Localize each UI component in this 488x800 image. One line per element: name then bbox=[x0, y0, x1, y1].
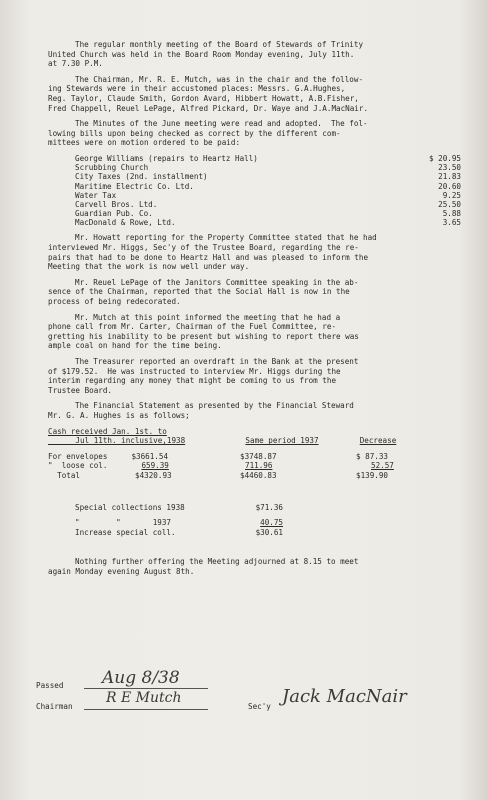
bill-description: Water Tax bbox=[75, 190, 117, 200]
header-cash-received: Cash received Jan. 1st. to Jul 11th. inclusive,1938 bbox=[48, 426, 186, 446]
current-value: $4320.93 bbox=[135, 470, 172, 480]
table-row bbox=[48, 461, 418, 471]
special-value: 40.75 bbox=[260, 518, 283, 528]
special-row bbox=[75, 518, 466, 528]
attendance-paragraph: The Chairman, Mr. R. E. Mutch, was in the chair and the follow- ing Stewards were in their accustomed places: Messrs. G.A.Hughes, Reg. Taylor, Claude Smith, Gordon Avard, Hibbert Howatt, A.B.Fisher, Fred Chappell, Reuel LePage, Alfred Pickard, Dr. Waye and J.A.MacNair. bbox=[48, 74, 369, 113]
secy-label: Sec'y bbox=[248, 702, 271, 711]
bill-row bbox=[75, 191, 461, 200]
current-value: $3661.54 bbox=[131, 451, 169, 461]
bill-description: Carvell Bros. Ltd. bbox=[75, 199, 158, 209]
row-label: For envelopes bbox=[48, 451, 108, 461]
bill-row bbox=[75, 182, 461, 191]
minutes-document bbox=[48, 40, 466, 582]
table-row-total bbox=[48, 471, 418, 481]
previous-value: 711.96 bbox=[245, 461, 273, 471]
table-header-row bbox=[48, 427, 418, 446]
bill-description: MacDonald & Rowe, Ltd. bbox=[75, 218, 176, 228]
bill-description: Maritime Electric Co. Ltd. bbox=[75, 181, 194, 191]
decrease-value: $ 87.33 bbox=[356, 451, 389, 461]
bill-amount: 5.88 bbox=[442, 209, 461, 219]
bill-description: City Taxes (2nd. installment) bbox=[75, 172, 208, 182]
bill-description: George Williams (repairs to Heartz Hall) bbox=[75, 153, 258, 163]
row-label: Total bbox=[48, 470, 81, 480]
special-label: " " 1937 bbox=[75, 518, 172, 528]
special-value: $71.36 bbox=[255, 502, 283, 512]
special-row bbox=[75, 528, 466, 538]
previous-value: $3748.87 bbox=[240, 451, 277, 461]
property-committee-paragraph: Mr. Howatt reporting for the Property Committee stated that he had interviewed Mr. Higgs, Sec'y of the Trustee Board, regarding the re- pairs that had to be done to Heartz Hall and was pleased to inform the Meeting that the work is now well under way. bbox=[48, 233, 377, 272]
chairman-signature: R E Mutch bbox=[106, 690, 182, 706]
passed-date-handwritten: Aug 8/38 bbox=[102, 668, 180, 688]
decrease-value: $139.90 bbox=[356, 470, 389, 480]
bills-list bbox=[75, 154, 466, 228]
bill-row bbox=[75, 200, 461, 209]
bill-row bbox=[75, 154, 461, 163]
bill-description: Guardian Pub. Co. bbox=[75, 209, 153, 219]
special-value: $30.61 bbox=[255, 527, 283, 537]
header-same-period: Same period 1937 bbox=[245, 436, 319, 446]
special-collections bbox=[75, 503, 466, 538]
bill-row bbox=[75, 209, 461, 218]
bill-description: Scrubbing Church bbox=[75, 163, 149, 173]
bill-amount: 21.83 bbox=[438, 172, 461, 182]
bill-amount: 25.50 bbox=[438, 199, 461, 209]
closing-paragraph: Nothing further offering the Meeting adjourned at 8.15 to meet again Monday evening August 8th. bbox=[48, 557, 359, 576]
bill-row bbox=[75, 218, 461, 227]
passed-line bbox=[84, 688, 208, 689]
decrease-value: 52.57 bbox=[371, 461, 394, 471]
bill-amount: 9.25 bbox=[442, 190, 461, 200]
minutes-paragraph: The Minutes of the June meeting were read and adopted. The fol- lowing bills upon being checked as correct by the different com- mittees were on motion ordered to be paid: bbox=[48, 119, 368, 148]
opening-paragraph: The regular monthly meeting of the Board of Stewards of Trinity United Church was held in the Board Room Monday evening, July 11th. at 7.30 P.M. bbox=[48, 40, 364, 69]
passed-label: Passed bbox=[36, 681, 64, 690]
header-decrease: Decrease bbox=[359, 436, 397, 446]
janitors-committee-paragraph: Mr. Reuel LePage of the Janitors Committee speaking in the ab- sence of the Chairman, reported that the Social Hall is now in the process of being redecorated. bbox=[48, 277, 359, 306]
bill-amount: 20.60 bbox=[438, 181, 461, 191]
bill-row bbox=[75, 172, 461, 181]
row-label: " loose col. bbox=[48, 461, 108, 471]
secy-signature: Jack MacNair bbox=[282, 686, 407, 707]
treasurer-paragraph: The Treasurer reported an overdraft in the Bank at the present of $179.52. He was instructed to interview Mr. Higgs during the interim regarding any money that might be coming to us from the Trustee Board. bbox=[48, 356, 359, 395]
bill-row bbox=[75, 163, 461, 172]
fuel-committee-paragraph: Mr. Mutch at this point informed the meeting that he had a phone call from Mr. Carter, Chairman of the Fuel Committee, re- gretting his inability to be present but wishing to report there was ample coal on hand for the time being. bbox=[48, 312, 359, 351]
special-label: Increase special coll. bbox=[75, 527, 176, 537]
chairman-label: Chairman bbox=[36, 702, 73, 711]
bill-amount: $ 20.95 bbox=[428, 153, 461, 163]
bill-amount: 3.65 bbox=[442, 218, 461, 228]
special-row bbox=[75, 503, 466, 513]
financial-statement-table bbox=[48, 427, 418, 481]
financial-intro-paragraph: The Financial Statement as presented by the Financial Steward Mr. G. A. Hughes is as follows; bbox=[48, 401, 354, 420]
bill-amount: 23.50 bbox=[438, 163, 461, 173]
current-value: 659.39 bbox=[141, 461, 169, 471]
table-row bbox=[48, 452, 418, 462]
previous-value: $4460.83 bbox=[240, 470, 277, 480]
chairman-line bbox=[84, 709, 208, 710]
special-label: Special collections 1938 bbox=[75, 502, 185, 512]
